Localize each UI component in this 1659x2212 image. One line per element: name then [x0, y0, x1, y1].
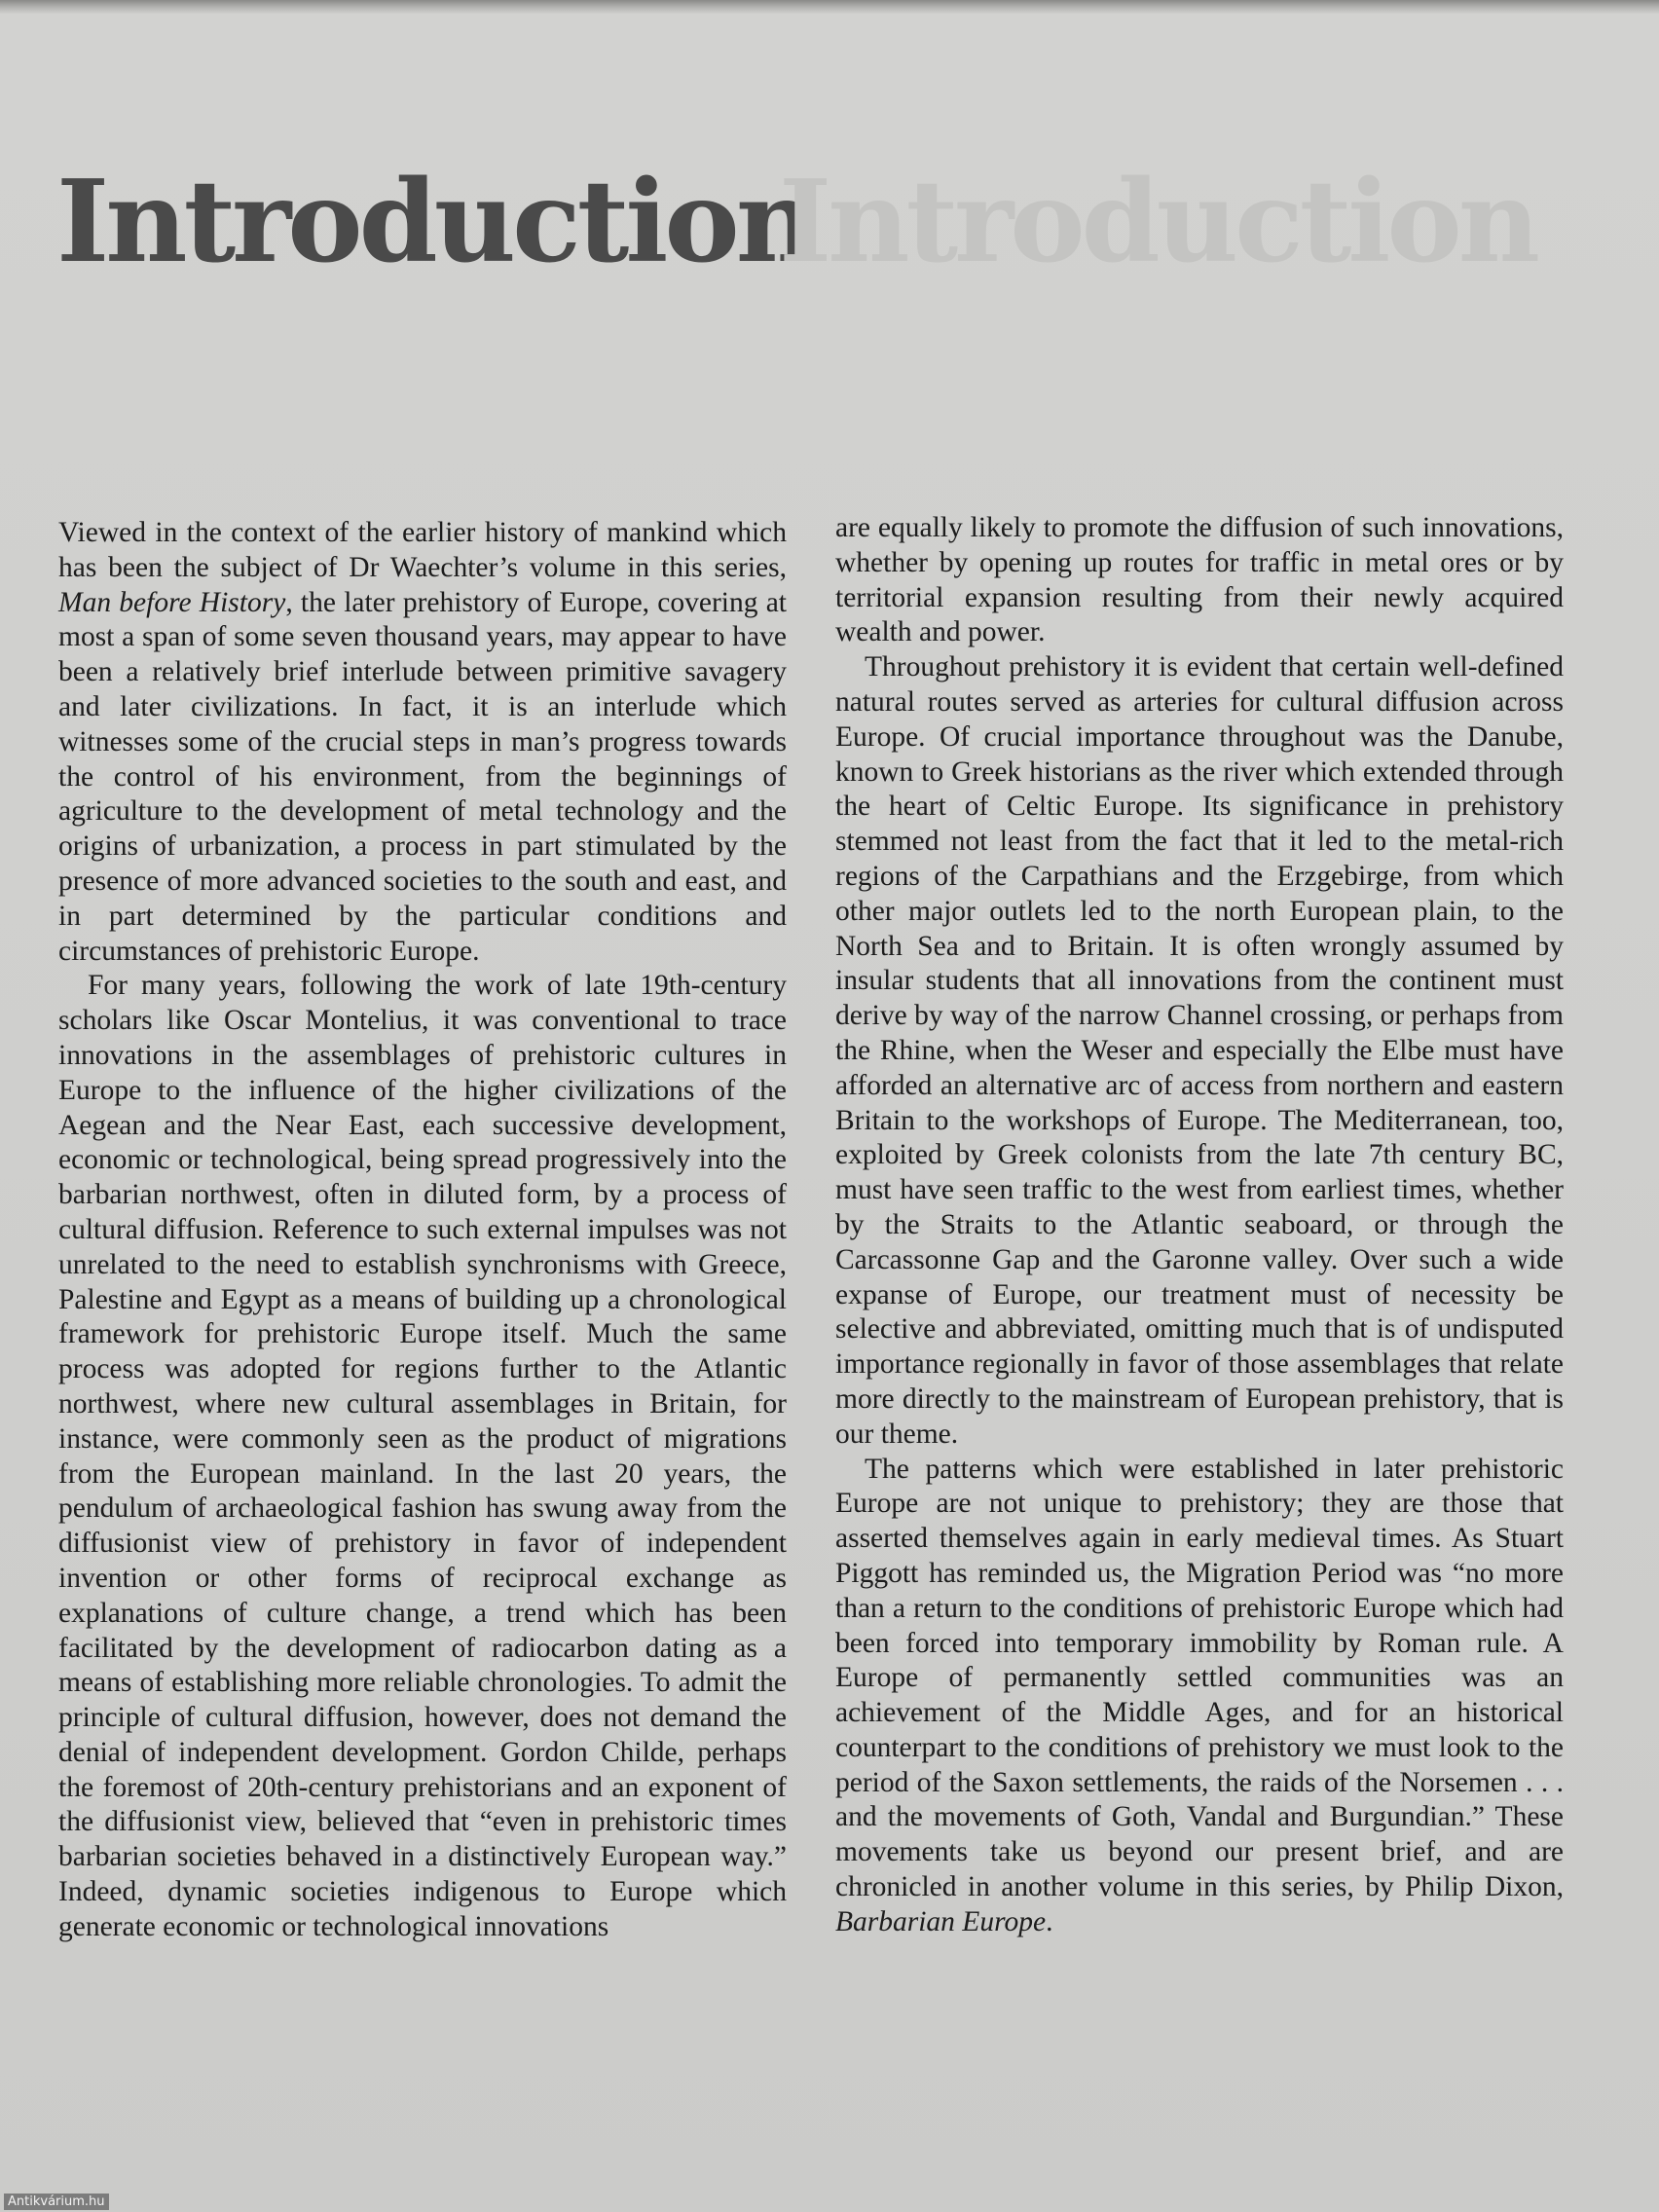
paragraph-2-continued: are equally likely to promote the diffusion of such innovations, whether by opening up routes for traffic in metal ores or by territorial expansion resulting from their newly acquired wealth and power.	[835, 512, 1564, 648]
paragraph-4	[835, 1453, 1564, 1940]
page-title: Introduction	[56, 156, 815, 288]
page-top-edge	[0, 0, 1659, 14]
book-title-man-before-history: Man before History	[58, 586, 286, 618]
paragraph-3: Throughout prehistory it is evident that certain well-defined natural routes served as arteries for cultural diffusion across Europe. Of crucial importance throughout was the Danube, known to Greek historians as the river which extended through the heart of Celtic Europe. Its significance in prehistory stemmed not least from the fact that it led to the metal-rich regions of the Carpathians and the Erzgebirge, from which other major outlets led to the north European plain, to the North Sea and to Britain. It is often wrongly assumed by insular students that all innovations from the continent must derive by way of the narrow Channel crossing, or perhaps from the Rhine, when the Weser and especially the Elbe must have afforded an alternative arc of access from northern and eastern Britain to the workshops of Europe. The Mediterranean, too, exploited by Greek colonists from the late 7th century BC, must have seen traffic to the west from earliest times, whether by the Straits to the Atlantic seaboard, or through the Carcassonne Gap and the Garonne valley. Over such a wide expanse of Europe, our treatment must of necessity be selective and abbreviated, omitting much that is of undisputed importance regionally in favor of those assemblages that relate more directly to the mainstream of European prehistory, that is our theme.	[835, 651, 1564, 1450]
watermark: Antikvárium.hu	[4, 2194, 109, 2210]
paragraph-2: For many years, following the work of late 19th-century scholars like Oscar Montelius, it was conventional to trace innovations in the assemblages of prehistoric cultures in Europe to the influence of the higher civilizations of the Aegean and the Near East, each successive development, economic or technological, being spread progressively into the barbarian northwest, often in diluted form, by a process of cultural diffusion. Reference to such external impulses was not unrelated to the need to establish synchronisms with Greece, Palestine and Egypt as a means of building up a chronological framework for prehistoric Europe itself. Much the same process was adopted for regions further to the Atlantic northwest, where new cultural assemblages in Britain, for instance, were commonly seen as the product of migrations from the European mainland. In the last 20 years, the pendulum of archaeological fashion has swung away from the diffusionist view of prehistory in favor of independent invention or other forms of reciprocal exchange as explanations of culture change, a trend which has been facilitated by the development of radiocarbon dating as a means of establishing more reliable chronologies. To admit the principle of cultural diffusion, however, does not demand the denial of independent development. Gordon Childe, perhaps the foremost of 20th-century prehistorians and an exponent of the diffusionist view, believed that “even in prehistoric times barbarian societies behaved in a distinctively European way.” Indeed, dynamic societies indigenous to Europe which generate economic or technological innovations	[58, 970, 787, 1942]
left-column	[58, 516, 787, 1945]
paragraph-4-text: The patterns which were established in later prehistoric Europe are not unique to prehistory; they are those that asserted themselves again in early medieval times. As Stuart Piggott has reminded us, the Migration Period was “no more than a return to the conditions of prehistoric Europe which had been forced into temporary immobility by Roman rule. A Europe of permanently settled communities was an achievement of the Middle Ages, and for an historical counterpart to the conditions of prehistory we must look to the period of the Saxon settlements, the raids of the Norsemen . . . and the movements of Goth, Vandal and Burgundian.” These movements take us beyond our present brief, and are chronicled in another volume in this series, by Philip Dixon,	[835, 1453, 1564, 1903]
paragraph-4-end: .	[1046, 1905, 1053, 1937]
bleed-through-title: Introduction	[779, 156, 1537, 288]
paragraph-1-text: Viewed in the context of the earlier history of mankind which has been the subject of Dr Waechter’s volume in this series,	[58, 517, 787, 583]
book-title-barbarian-europe: Barbarian Europe	[835, 1905, 1047, 1937]
right-column	[835, 511, 1564, 1940]
paragraph-1-text-rest: , the later prehistory of Europe, covering at most a span of some seven thousand years, may appear to have been a relatively brief interlude between primitive savagery and later civilizations. In fact, it is an interlude which witnesses some of the crucial steps in man’s progress towards the control of his environment, from the beginnings of agriculture to the development of metal technology and the origins of urbanization, a process in part stimulated by the presence of more advanced societies to the south and east, and in part determined by the particular conditions and circumstances of prehistoric Europe.	[58, 586, 787, 967]
paragraph-1	[58, 516, 787, 969]
